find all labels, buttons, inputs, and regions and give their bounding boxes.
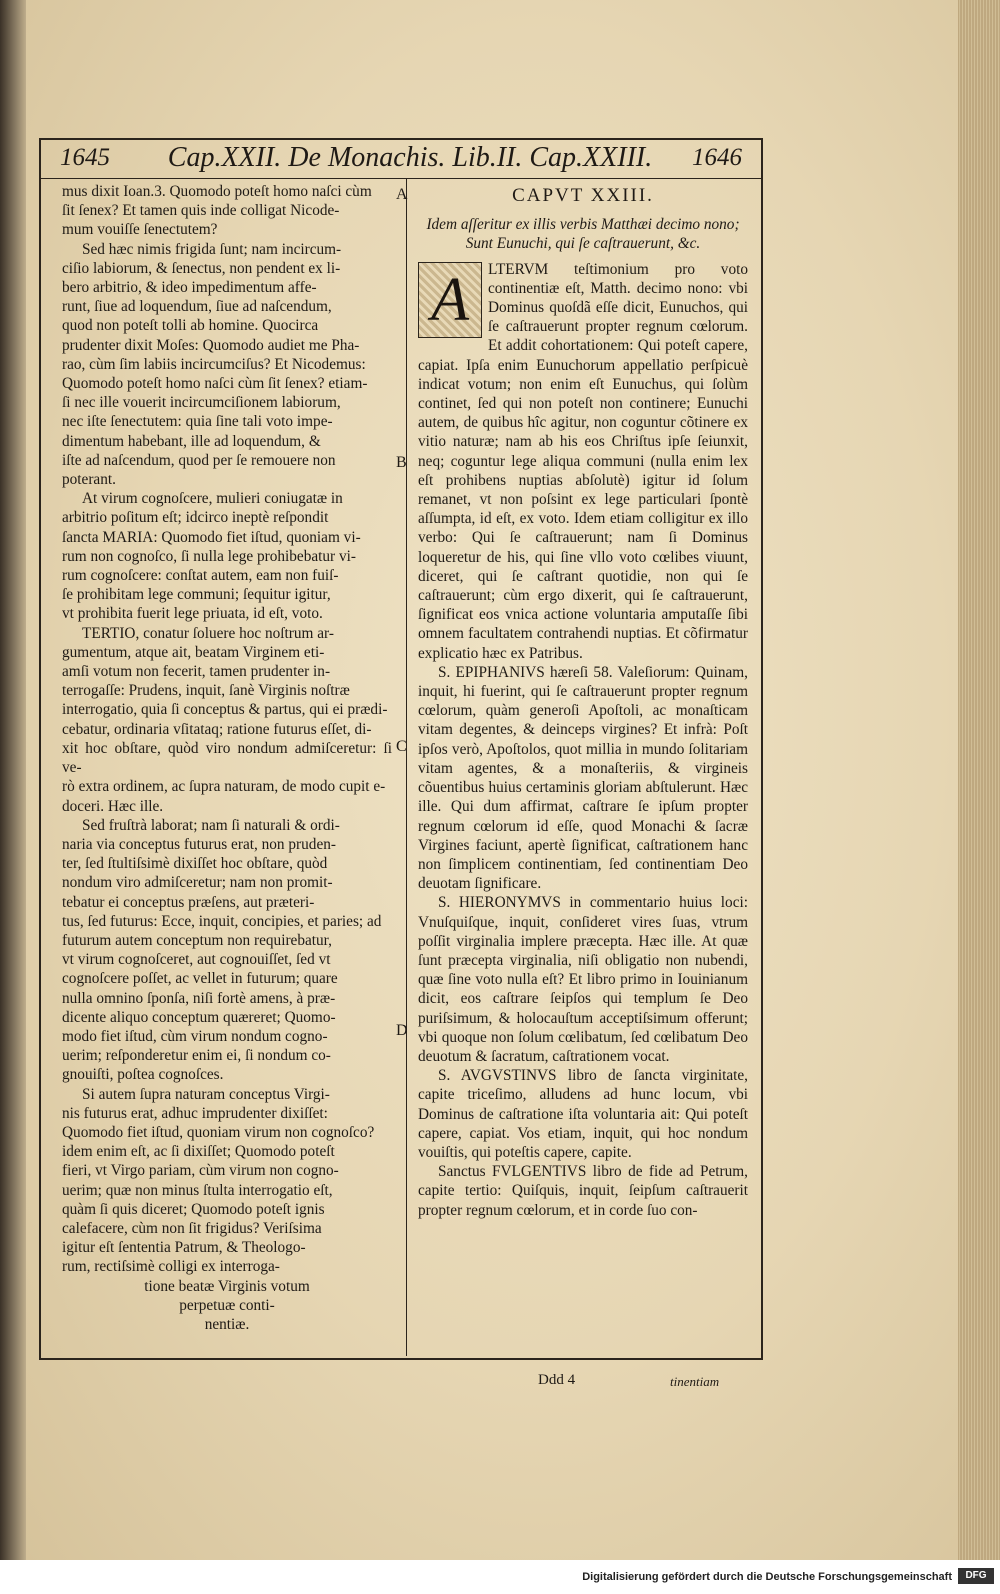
first-paragraph (418, 260, 748, 663)
text-line: rum non cognoſco, ſi nulla lege prohibebatur vi- (62, 547, 356, 565)
text-line: modo fiet iſtud, cùm virum nondum cogno- (62, 1027, 328, 1045)
right-column (418, 182, 748, 1220)
text-line: futurum autem conceptum non requirebatur, (62, 931, 332, 949)
text-line: At virum cognoſcere, mulieri coniugatæ in (82, 490, 343, 508)
text-line: nis futurus erat, adhuc imprudenter dixiſſet: (62, 1104, 328, 1122)
signature-mark: Ddd 4 (538, 1372, 576, 1388)
chapter-subtitle: Idem aſſeritur ex illis verbis Matthæi decimo nono; Sunt Eunuchi, qui ſe caſtrauerunt, &c. (426, 216, 740, 253)
text-line: fieri, vt Virgo pariam, cùm virum non cogno- (62, 1162, 339, 1180)
text-line: mus dixit Ioan.3. Quomodo poteſt homo naſci cùm (62, 183, 372, 200)
text-line: rò extra ordinem, ac ſupra naturam, de modo cupit e- (62, 778, 386, 796)
text-line: gumentum, atque ait, beatam Virginem eti- (62, 643, 325, 661)
text-line: ter, ſed ſtultiſsimè dixiſſet hoc obſtare, quòd (62, 855, 328, 873)
text-line: mum vouiſſe ſenectutem? (62, 221, 218, 239)
column-rule (406, 178, 407, 1356)
text-line: cognoſcere poſſet, ac vellet in futurum; quare (62, 970, 338, 988)
margin-letter-a: A (396, 186, 408, 203)
text-line: igitur eſt ſententia Patrum, & Theologo- (62, 1239, 306, 1257)
text-line: quod non poteſt tolli ab homine. Quocirca (62, 317, 319, 335)
text-line: ciſio labiorum, & ſenectus, non pendent ex li- (62, 259, 341, 277)
chapter-title: CAPVT XXIII. (512, 185, 654, 206)
text-line: runt, ſiue ad loquendum, ſiue ad naſcendum, (62, 298, 332, 316)
margin-letter-d: D (396, 1022, 408, 1039)
text-line: nentiæ. (204, 1315, 250, 1333)
page-number-right: 1646 (692, 144, 742, 171)
left-column (62, 182, 392, 1334)
text-line: tus, ſed futurus: Ecce, inquit, concipies, et paries; ad (62, 912, 382, 930)
facing-page-edge (0, 0, 29, 1560)
text-line: gnouiſti, poſtea cognoſces. (62, 1066, 224, 1084)
margin-letter-c: C (396, 738, 407, 755)
paragraph-hieronymus: S. HIERONYMVS in commentario huius loci: Vnuſquiſque, inquit, conſideret vires ſuas, vtrum poſſit virginalia implere præcepta. Hæc ille. At quæ ſunt præcepta virginalia, niſi obligatio non nubendi, quæ ſine voto nulla eſt? Et libro primo in Iouinianum dicit, eos caſtrare ſeipſos qui templum ſe Deo puriſsimum, & holocauſtum acceptiſsimum offerunt; vbi quoque non ſolum cœlibatum, ſed cœlibatum Deo deuotum & ſacratum, caſtrationem vocat. (418, 894, 748, 1065)
text-line: TERTIO, conatur ſoluere hoc noſtrum ar- (82, 624, 334, 642)
text-line: amſi votum non fecerit, tamen prudenter in- (62, 663, 331, 681)
page-number-left: 1645 (60, 144, 110, 171)
text-line: rum cognoſcere: conſtat autem, eam non fuiſ- (62, 567, 339, 585)
text-line: bero arbitrio, & ideo impedimentum affe- (62, 279, 317, 297)
text-line: xit hoc obſtare, quòd viro nondum admiſceretur: ſi ve- (62, 739, 392, 777)
first-paragraph-text: LTERVM teſtimonium pro voto continentiæ eſt, Matth. decimo nono: vbi Dominus quoſdã eſſe dicit, Eunuchos, qui ſe caſtrauerunt propter regnum cœlorum. Et addit cohortationem: Qui poteſt capere, capiat. Ipſa enim Eunuchorum appellatio perſpicuè indicat votum; non enim eſt Eunuchus, qui ſolùm continet, ſed qui non poteſt non continere; Eunuchi autem, de quibus hîc agitur, non coguntur cõtinere ex vitio naturæ; nam ab his eos Chriſtus ipſe ſeiunxit, neq; coguntur lege aliqua communi (nulla enim lex eſt prohibens nuptias abſolutè) igitur id ſolum remanet, vt non poſsint ex lege particulari ſpontè aſſumpta, id eſt, ex voto. Idem etiam colligitur ex illo verbo: Qui ſe caſtrauerunt; nam ſi Dominus loqueretur de his, qui ſine vllo voto cœlibes viuunt, diceret, qui ſe caſtrant quotidie, non qui ſe caſtrauerunt; cùm ergo dixerit, qui ſe caſtrauerunt, ſignificat eos vnica actione voluntaria amputaſſe ſibi omnem facultatem contrahendi nuptias. Et cõfirmatur explicatio hæc ex Patribus. (418, 260, 748, 662)
text-line: ſancta MARIA: Quomodo fiet iſtud, quoniam vi- (62, 528, 361, 546)
text-line: nondum viro admiſceretur; nam non promit- (62, 874, 333, 892)
dfg-logo: DFG (958, 1568, 994, 1584)
text-line: uerim; reſponderetur enim ei, ſi nondum co- (62, 1047, 331, 1065)
text-line: dicente aliquo conceptum quæreret; Quomo- (62, 1008, 336, 1026)
drop-cap-initial: A (418, 262, 482, 338)
footer-bar (0, 1560, 1000, 1594)
text-line: perpetuæ conti- (179, 1296, 275, 1314)
text-line: Sed hæc nimis frigida ſunt; nam incircum- (82, 240, 342, 258)
text-line: interrogatio, quia ſi conceptus & partus, qui ei prædi- (62, 701, 388, 719)
text-line: nulla omnino ſponſa, niſi fortè amens, à præ- (62, 989, 336, 1007)
text-line: ſi nec ille vouerit incircumciſionem labiorum, (62, 394, 341, 412)
text-line: nec iſte ſenectutem: quia ſine tali voto impe- (62, 413, 333, 431)
text-line: vt virum cognoſceret, aut cognouiſſet, ſed vt (62, 951, 331, 969)
text-line: Quomodo poteſt homo naſci cùm ſit ſenex? etiam- (62, 375, 368, 393)
text-line: doceri. Hæc ille. (62, 797, 164, 815)
text-line: idem enim eſt, ac ſi dixiſſet; Quomodo poteſt (62, 1143, 335, 1161)
text-line: uerim; quæ non minus ſtulta interrogatio eſt, (62, 1181, 333, 1199)
text-line: tione beatæ Virginis votum (144, 1277, 310, 1295)
text-line: rum, rectiſsimè colligi ex interroga- (62, 1258, 280, 1276)
text-line: Si autem ſupra naturam conceptus Virgi- (82, 1085, 330, 1103)
text-line: Sed fruſtrà laborat; nam ſi naturali & ordi- (82, 816, 340, 834)
catchword: tinentiam (670, 1374, 720, 1389)
text-line: dimentum habebant, ille ad loquendum, & (62, 432, 321, 450)
text-line: arbitrio poſitum eſt; idcirco ineptè reſpondit (62, 509, 329, 527)
page-edges (958, 0, 1000, 1560)
text-line: iſte ad naſcendum, quod per ſe remouere non (62, 451, 336, 469)
text-line: naria via conceptus futurus erat, non pruden- (62, 835, 336, 853)
text-line: terrogaſſe: Prudens, inquit, ſanè Virginis noſtræ (62, 682, 350, 700)
paragraph-augustinus: S. AVGVSTINVS libro de ſancta virginitate, capite triceſimo, alludens ad hunc locum, vbi Dominus de caſtratione iſta voluntaria ait: Qui poteſt capere, capiat. Vos etiam, inquit, qui hoc nondum vouiſtis, qui poteſtis capere, capite. (418, 1067, 748, 1161)
text-line: vt prohibita fuerit lege priuata, id eſt, voto. (62, 605, 323, 623)
margin-letter-b: B (396, 454, 407, 471)
paragraph-fulgentius: Sanctus FVLGENTIVS libro de fide ad Petrum, capite tertio: Quiſquis, inquit, ſeipſum caſtrauerit propter regnum cœlorum, et in corde ſuo con- (418, 1163, 748, 1219)
text-line: quàm ſi quis diceret; Quomodo poteſt ignis (62, 1200, 325, 1218)
paragraph-epiphanius: S. EPIPHANIVS hæreſi 58. Valeſiorum: Quinam, inquit, hi fuerint, qui ſe caſtrauerunt propter regnum cœlorum, quàm generoſi Apoſtoli, ac monaſticam vitam degentes, & deinceps virgines? Et infrà: Poſt ipſos verò, Apoſtolos, quot millia in mundo ſolitariam vitam agentes, & a monaſteriis, & virgineis cõuentibus huius certaminis gloriam abſtulerunt. Hæc ille. Qui dum affirmat, caſtrare ſe ipſum propter regnum cœlorum id eſſe, quod Monachi & ſacræ Virgines faciunt, apertè ſignificat, caſtrationem hanc non ſimplicem continentiam, ſed continentiam Deo deuotam ſignificare. (418, 663, 748, 893)
text-line: calefacere, cùm non ſit frigidus? Veriſsima (62, 1219, 322, 1237)
text-line: Quomodo fiet iſtud, quoniam virum non cognoſco? (62, 1123, 375, 1141)
running-head: Cap.XXII. De Monachis. Lib.II. Cap.XXIII. (167, 142, 653, 173)
text-line: ſe prohibitam lege communi; ſequitur igitur, (62, 586, 331, 604)
text-line: tebatur ei conceptus præſens, aut præteri- (62, 893, 315, 911)
text-line: rao, cùm ſim labiis incircumciſus? Et Nicodemus: (62, 355, 366, 373)
text-line: prudenter dixit Moſes: Quomodo audiet me Pha- (62, 336, 360, 354)
header-rule (39, 178, 761, 179)
text-line: ſit ſenex? Et tamen quis inde colligat Nicode- (62, 202, 340, 220)
footer-credit: Digitalisierung gefördert durch die Deutsche Forschungsgemeinschaft (582, 1571, 952, 1583)
text-line: poterant. (62, 471, 116, 489)
text-line: cebatur, ordinaria vſitataq; ratione futurus eſſet, di- (62, 720, 372, 738)
